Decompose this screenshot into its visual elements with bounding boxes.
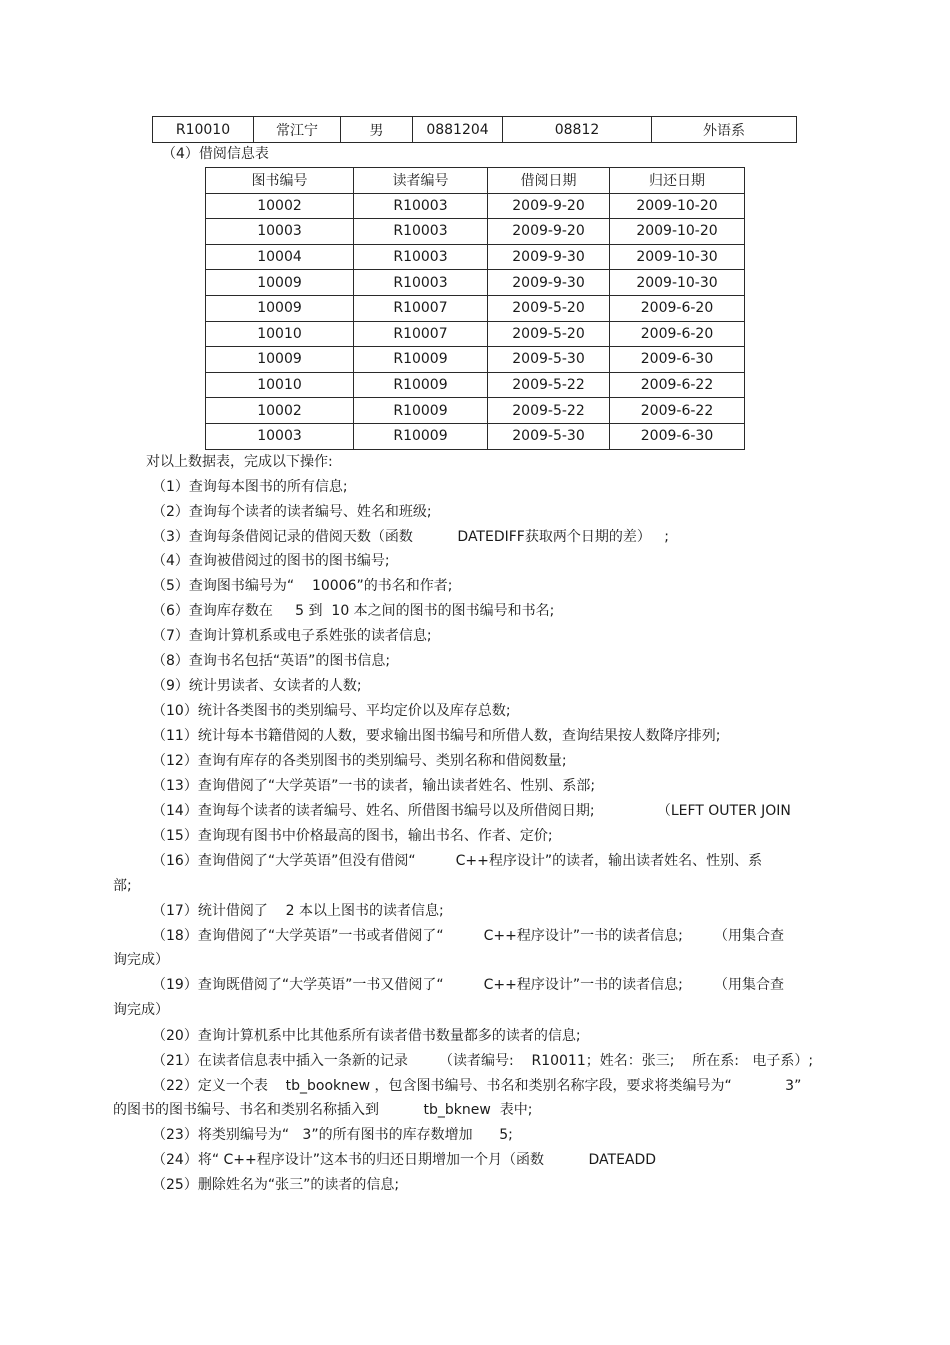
task-item: （15）查询现有图书中价格最高的图书，输出书名、作者、定价; <box>152 828 553 844</box>
table-cell: 0881204 <box>413 117 503 143</box>
table-cell: 2009-10-30 <box>610 244 745 270</box>
table-cell: R10010 <box>153 117 254 143</box>
task-item: （1）查询每本图书的所有信息; <box>152 479 348 495</box>
task-item: （14）查询每个读者的读者编号、姓名、所借图书编号以及所借阅日期; （LEFT OUTER JOIN <box>152 803 791 819</box>
table-cell: R10003 <box>354 219 488 245</box>
table-row <box>153 117 797 143</box>
table-cell: 2009-9-30 <box>488 270 610 296</box>
table-cell: 10004 <box>206 244 354 270</box>
column-header: 借阅日期 <box>488 168 610 194</box>
task-item: （8）查询书名包括“英语”的图书信息; <box>152 653 391 669</box>
table-cell: R10003 <box>354 270 488 296</box>
table-cell: 2009-6-20 <box>610 321 745 347</box>
table-cell: 2009-6-30 <box>610 423 745 449</box>
task-item: （22）定义一个表 tb_booknew ，包含图书编号、书名和类别名称字段，要求将类编号为“ 3” <box>152 1078 802 1094</box>
table-row <box>206 219 745 245</box>
table-cell: 10003 <box>206 423 354 449</box>
task-item: （18）查询借阅了“大学英语”一书或者借阅了“ C++程序设计”一书的读者信息; （用集合查 <box>152 928 784 944</box>
table-cell: 2009-5-20 <box>488 321 610 347</box>
table-cell: 08812 <box>503 117 652 143</box>
table-cell: 2009-5-30 <box>488 347 610 373</box>
table-cell: 2009-9-30 <box>488 244 610 270</box>
table-cell: 10009 <box>206 295 354 321</box>
table-cell: 2009-5-22 <box>488 398 610 424</box>
task-item: （6）查询库存数在 5 到 10 本之间的图书的图书编号和书名; <box>152 603 555 619</box>
table-cell: 10010 <box>206 372 354 398</box>
table-cell: 10002 <box>206 193 354 219</box>
task-item: （2）查询每个读者的读者编号、姓名和班级; <box>152 504 432 520</box>
table-cell: 10002 <box>206 398 354 424</box>
table-cell: 2009-9-20 <box>488 219 610 245</box>
table-cell: 外语系 <box>652 117 797 143</box>
table-cell: 2009-6-22 <box>610 372 745 398</box>
table-cell: 2009-9-20 <box>488 193 610 219</box>
task-item: （4）查询被借阅过的图书的图书编号; <box>152 553 390 569</box>
table-row <box>206 244 745 270</box>
task-item: （9）统计男读者、女读者的人数; <box>152 678 362 694</box>
task-item-continuation: 询完成） <box>113 1002 169 1018</box>
task-item: （19）查询既借阅了“大学英语”一书又借阅了“ C++程序设计”一书的读者信息; （用集合查 <box>152 977 784 993</box>
table-cell: 2009-6-30 <box>610 347 745 373</box>
intro-text: 对以上数据表，完成以下操作: <box>146 454 333 470</box>
task-item: （25）删除姓名为“张三”的读者的信息; <box>152 1177 400 1193</box>
task-item: （16）查询借阅了“大学英语”但没有借阅“ C++程序设计”的读者，输出读者姓名、性别、系 <box>152 853 763 869</box>
table-cell: 男 <box>341 117 413 143</box>
table-cell: R10007 <box>354 295 488 321</box>
table-row <box>206 423 745 449</box>
task-item: （7）查询计算机系或电子系姓张的读者信息; <box>152 628 432 644</box>
task-item: （21）在读者信息表中插入一条新的记录 （读者编号: R10011；姓名：张三; 所在系: 电子系）; <box>152 1053 814 1069</box>
table-cell: R10003 <box>354 244 488 270</box>
table-cell: R10009 <box>354 347 488 373</box>
section-title: （4）借阅信息表 <box>162 146 269 162</box>
table-cell: R10007 <box>354 321 488 347</box>
table-row <box>206 347 745 373</box>
task-item: （23）将类别编号为“ 3”的所有图书的库存数增加 5; <box>152 1127 513 1143</box>
table-cell: 2009-5-30 <box>488 423 610 449</box>
task-item: （24）将“ C++程序设计”这本书的归还日期增加一个月（函数 DATEADD <box>152 1152 657 1168</box>
table-cell: 常江宁 <box>254 117 341 143</box>
table-cell: 10009 <box>206 347 354 373</box>
table-row <box>206 193 745 219</box>
borrow-info-table <box>205 167 745 450</box>
table-cell: R10009 <box>354 372 488 398</box>
table-cell: 2009-10-20 <box>610 219 745 245</box>
table-row <box>206 295 745 321</box>
column-header: 读者编号 <box>354 168 488 194</box>
table-cell: 10009 <box>206 270 354 296</box>
task-item-continuation: 询完成） <box>113 952 169 968</box>
table-cell: 2009-10-30 <box>610 270 745 296</box>
reader-info-table-tail <box>152 116 797 143</box>
task-item: （3）查询每条借阅记录的借阅天数（函数 DATEDIFF获取两个日期的差） ; <box>152 529 669 545</box>
table-row <box>206 321 745 347</box>
task-item: （10）统计各类图书的类别编号、平均定价以及库存总数; <box>152 703 511 719</box>
table-cell: R10003 <box>354 193 488 219</box>
task-item-continuation: 部; <box>113 878 132 894</box>
task-item: （13）查询借阅了“大学英语”一书的读者，输出读者姓名、性别、系部; <box>152 778 596 794</box>
table-cell: 2009-6-20 <box>610 295 745 321</box>
table-header-row <box>206 168 745 194</box>
task-item: （11）统计每本书籍借阅的人数，要求输出图书编号和所借人数，查询结果按人数降序排列; <box>152 728 721 744</box>
table-cell: 2009-6-22 <box>610 398 745 424</box>
task-item-continuation: 的图书的图书编号、书名和类别名称插入到 tb_bknew 表中; <box>113 1102 533 1118</box>
table-cell: R10009 <box>354 423 488 449</box>
task-item: （20）查询计算机系中比其他系所有读者借书数量都多的读者的信息; <box>152 1028 581 1044</box>
table-cell: 2009-5-22 <box>488 372 610 398</box>
column-header: 图书编号 <box>206 168 354 194</box>
table-cell: 2009-10-20 <box>610 193 745 219</box>
table-cell: 10010 <box>206 321 354 347</box>
table-cell: 2009-5-20 <box>488 295 610 321</box>
task-item: （5）查询图书编号为“ 10006”的书名和作者; <box>152 578 453 594</box>
table-row <box>206 398 745 424</box>
table-row <box>206 270 745 296</box>
task-item: （17）统计借阅了 2 本以上图书的读者信息; <box>152 903 444 919</box>
table-cell: 10003 <box>206 219 354 245</box>
table-row <box>206 372 745 398</box>
task-item: （12）查询有库存的各类别图书的类别编号、类别名称和借阅数量; <box>152 753 567 769</box>
table-cell: R10009 <box>354 398 488 424</box>
column-header: 归还日期 <box>610 168 745 194</box>
